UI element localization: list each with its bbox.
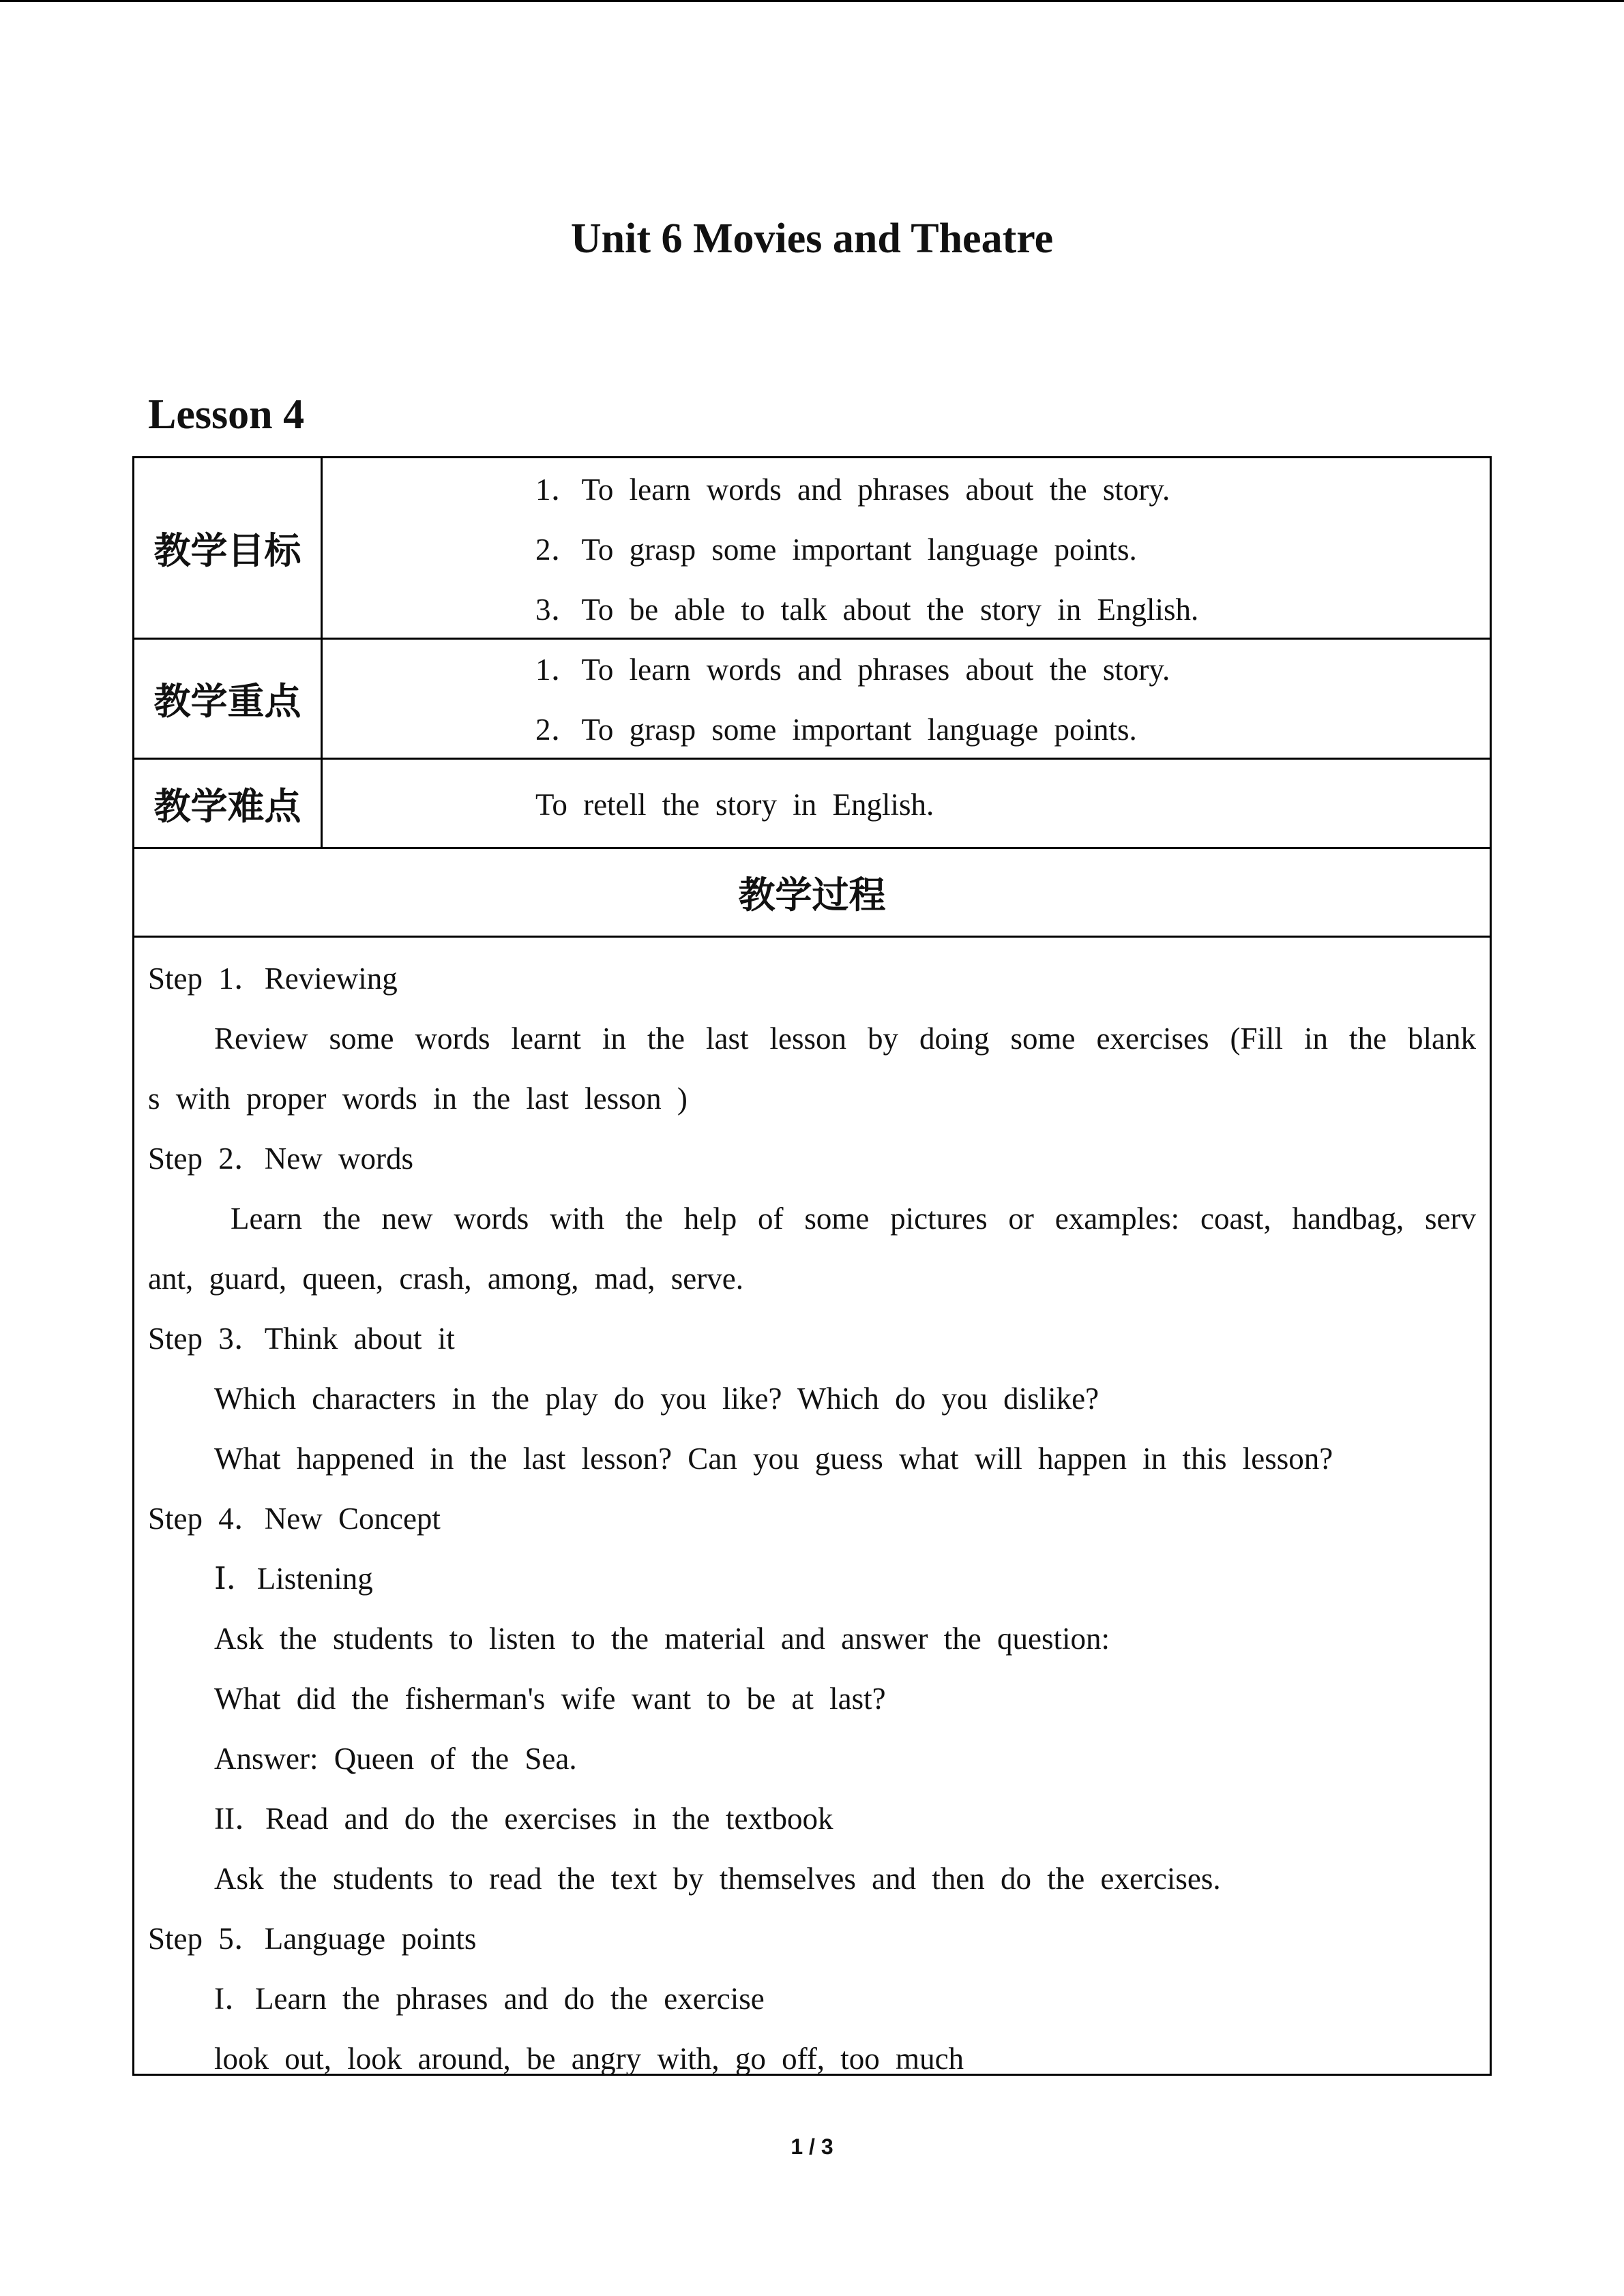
key-point-item: 1．To learn words and phrases about the story.: [535, 653, 1170, 687]
substep-title: I．Learn the phrases and do the exercise: [214, 1982, 765, 2016]
step-text: Answer: Queen of the Sea.: [214, 1742, 577, 1776]
step-text: Ask the students to read the text by themselves and then do the exercises.: [214, 1862, 1221, 1896]
difficult-points-content: [323, 760, 1490, 847]
step-text: Learn the new words with the help of some pictures or examples: coast, handbag, serv: [231, 1202, 1476, 1236]
step-text: ant, guard, queen, crash, among, mad, serve.: [148, 1262, 743, 1296]
goals-label: 教学目标: [134, 458, 323, 638]
step-text: Which characters in the play do you like? Which do you dislike?: [214, 1382, 1099, 1416]
top-border-line: [0, 0, 1624, 2]
goal-item: 2．To grasp some important language points.: [535, 533, 1137, 567]
key-point-item: 2．To grasp some important language points.: [535, 713, 1137, 747]
step-title: Step 3．Think about it: [148, 1322, 455, 1356]
process-header-row: [134, 849, 1490, 938]
step-title: Step 5．Language points: [148, 1922, 477, 1956]
page-number: 1 / 3: [791, 2134, 833, 2159]
substep-title: II．Read and do the exercises in the textbook: [214, 1802, 833, 1836]
goals-content: [323, 458, 1490, 638]
goal-item: 1．To learn words and phrases about the story.: [535, 473, 1170, 507]
substep-title: Ⅰ．Listening: [214, 1562, 373, 1596]
step-text: s with proper words in the last lesson ): [148, 1082, 688, 1116]
document-title: Unit 6 Movies and Theatre: [570, 215, 1054, 262]
difficult-points-label: 教学难点: [134, 760, 323, 847]
step-title: Step 4．New Concept: [148, 1502, 441, 1536]
step-text: Ask the students to listen to the material and answer the question:: [214, 1622, 1110, 1656]
process-row: [134, 938, 1490, 2074]
difficult-points-row: [134, 760, 1490, 849]
key-points-row: [134, 640, 1490, 760]
lesson-plan-table: [132, 456, 1492, 2076]
process-header: 教学过程: [738, 874, 886, 916]
key-points-label: 教学重点: [134, 640, 323, 758]
step-title: Step 2．New words: [148, 1142, 413, 1176]
step-text: look out, look around, be angry with, go off, too much: [214, 2042, 964, 2076]
goals-row: [134, 458, 1490, 640]
step-text: What happened in the last lesson? Can you guess what will happen in this lesson?: [214, 1442, 1333, 1476]
process-body: [148, 949, 1476, 2089]
key-points-content: [323, 640, 1490, 758]
step-text: What did the fisherman's wife want to be at last?: [214, 1682, 886, 1716]
step-text: Review some words learnt in the last lesson by doing some exercises (Fill in the blank: [214, 1022, 1476, 1056]
difficult-point-item: To retell the story in English.: [535, 788, 934, 822]
lesson-heading: Lesson 4: [148, 391, 305, 438]
step-title: Step 1．Reviewing: [148, 961, 398, 996]
goal-item: 3．To be able to talk about the story in English.: [535, 593, 1199, 627]
